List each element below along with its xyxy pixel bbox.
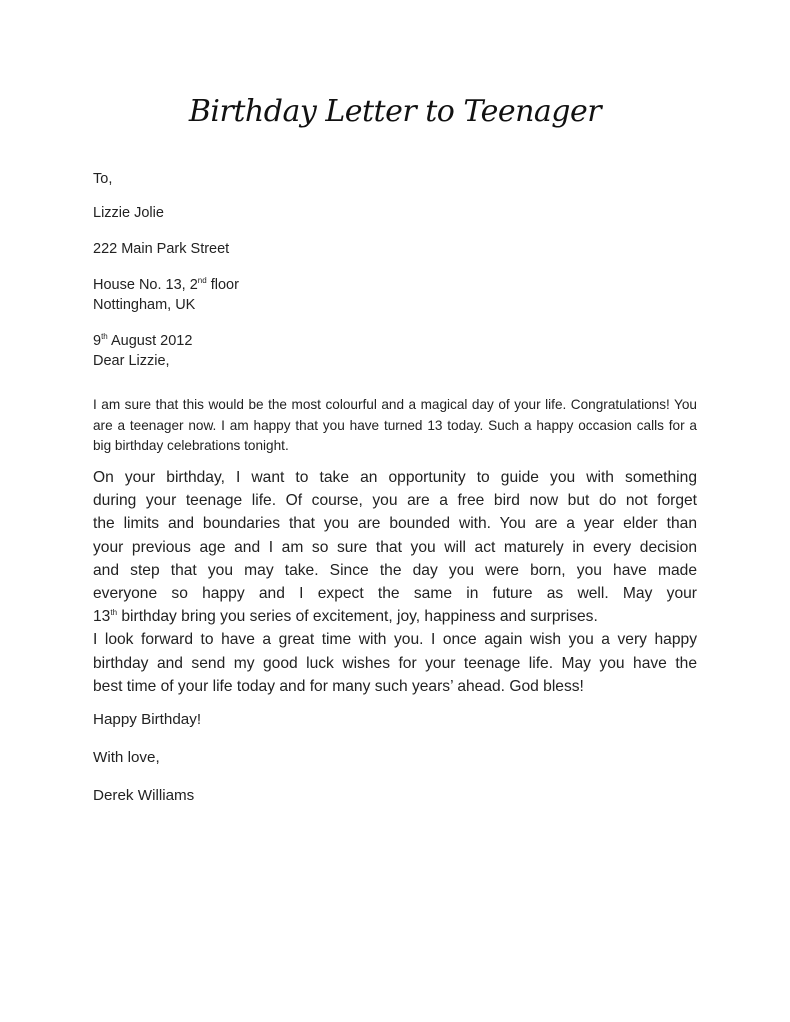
ordinal-suffix: th [101,332,108,341]
greeting: Dear Lizzie, [93,353,170,369]
letter-title: Birthday Letter to Teenager [188,94,602,129]
paragraph-1: I am sure that this would be the most colourful and a magical day of your life. Congratulations! You are a teenager now. I am happy that you have turned 13 today. Such a happy occasion calls for a big birthday celebrations tonight. [93,397,697,453]
paragraph-line: everyone so happy and I expect the same in future as well. May your [93,585,697,603]
paragraph-3-line: I look forward to have a great time with you. I once again wish you a very happy [93,631,697,649]
paragraph-line: the limits and boundaries that you are bounded with. You are a year elder than [93,515,697,533]
date-day: 9 [93,333,102,349]
recipient-name: Lizzie Jolie [93,205,164,221]
address-line-2 [93,277,239,293]
date-rest: August 2012 [107,333,193,349]
address-line-1: 222 Main Park Street [93,241,230,257]
letter-date [93,333,192,349]
paragraph-line [93,605,697,628]
paragraph-3-line: best time of your life today and for many such years’ ahead. God bless! [93,677,584,695]
paragraph-line: On your birthday, I want to take an opportunity to guide you with something [93,469,697,486]
paragraph-line-rest: birthday bring you series of excitement, joy, happiness and surprises. [117,608,598,626]
signature: Derek Williams [93,787,195,804]
paragraph-3-line: birthday and send my good luck wishes for your teenage life. May you have the [93,654,697,672]
closing-wish: Happy Birthday! [93,711,202,728]
ordinal-suffix: th [110,608,118,618]
address-line-2-suffix: floor [206,277,239,293]
paragraph-line: during your teenage life. Of course, you are a free bird now but do not forget [93,492,697,510]
address-line-3: Nottingham, UK [93,297,196,313]
address-line-2-text: House No. 13, 2 [93,277,198,293]
paragraph-line: your previous age and I am so sure that you will act maturely in every decision [93,538,697,556]
ordinal-number: 13 [93,608,111,626]
closing: With love, [93,749,160,766]
ordinal-suffix: nd [197,276,207,285]
paragraph-line: and step that you may take. Since the day you were born, you have made [93,561,697,579]
paragraph-2 [93,466,697,698]
salutation-to: To, [93,171,113,187]
